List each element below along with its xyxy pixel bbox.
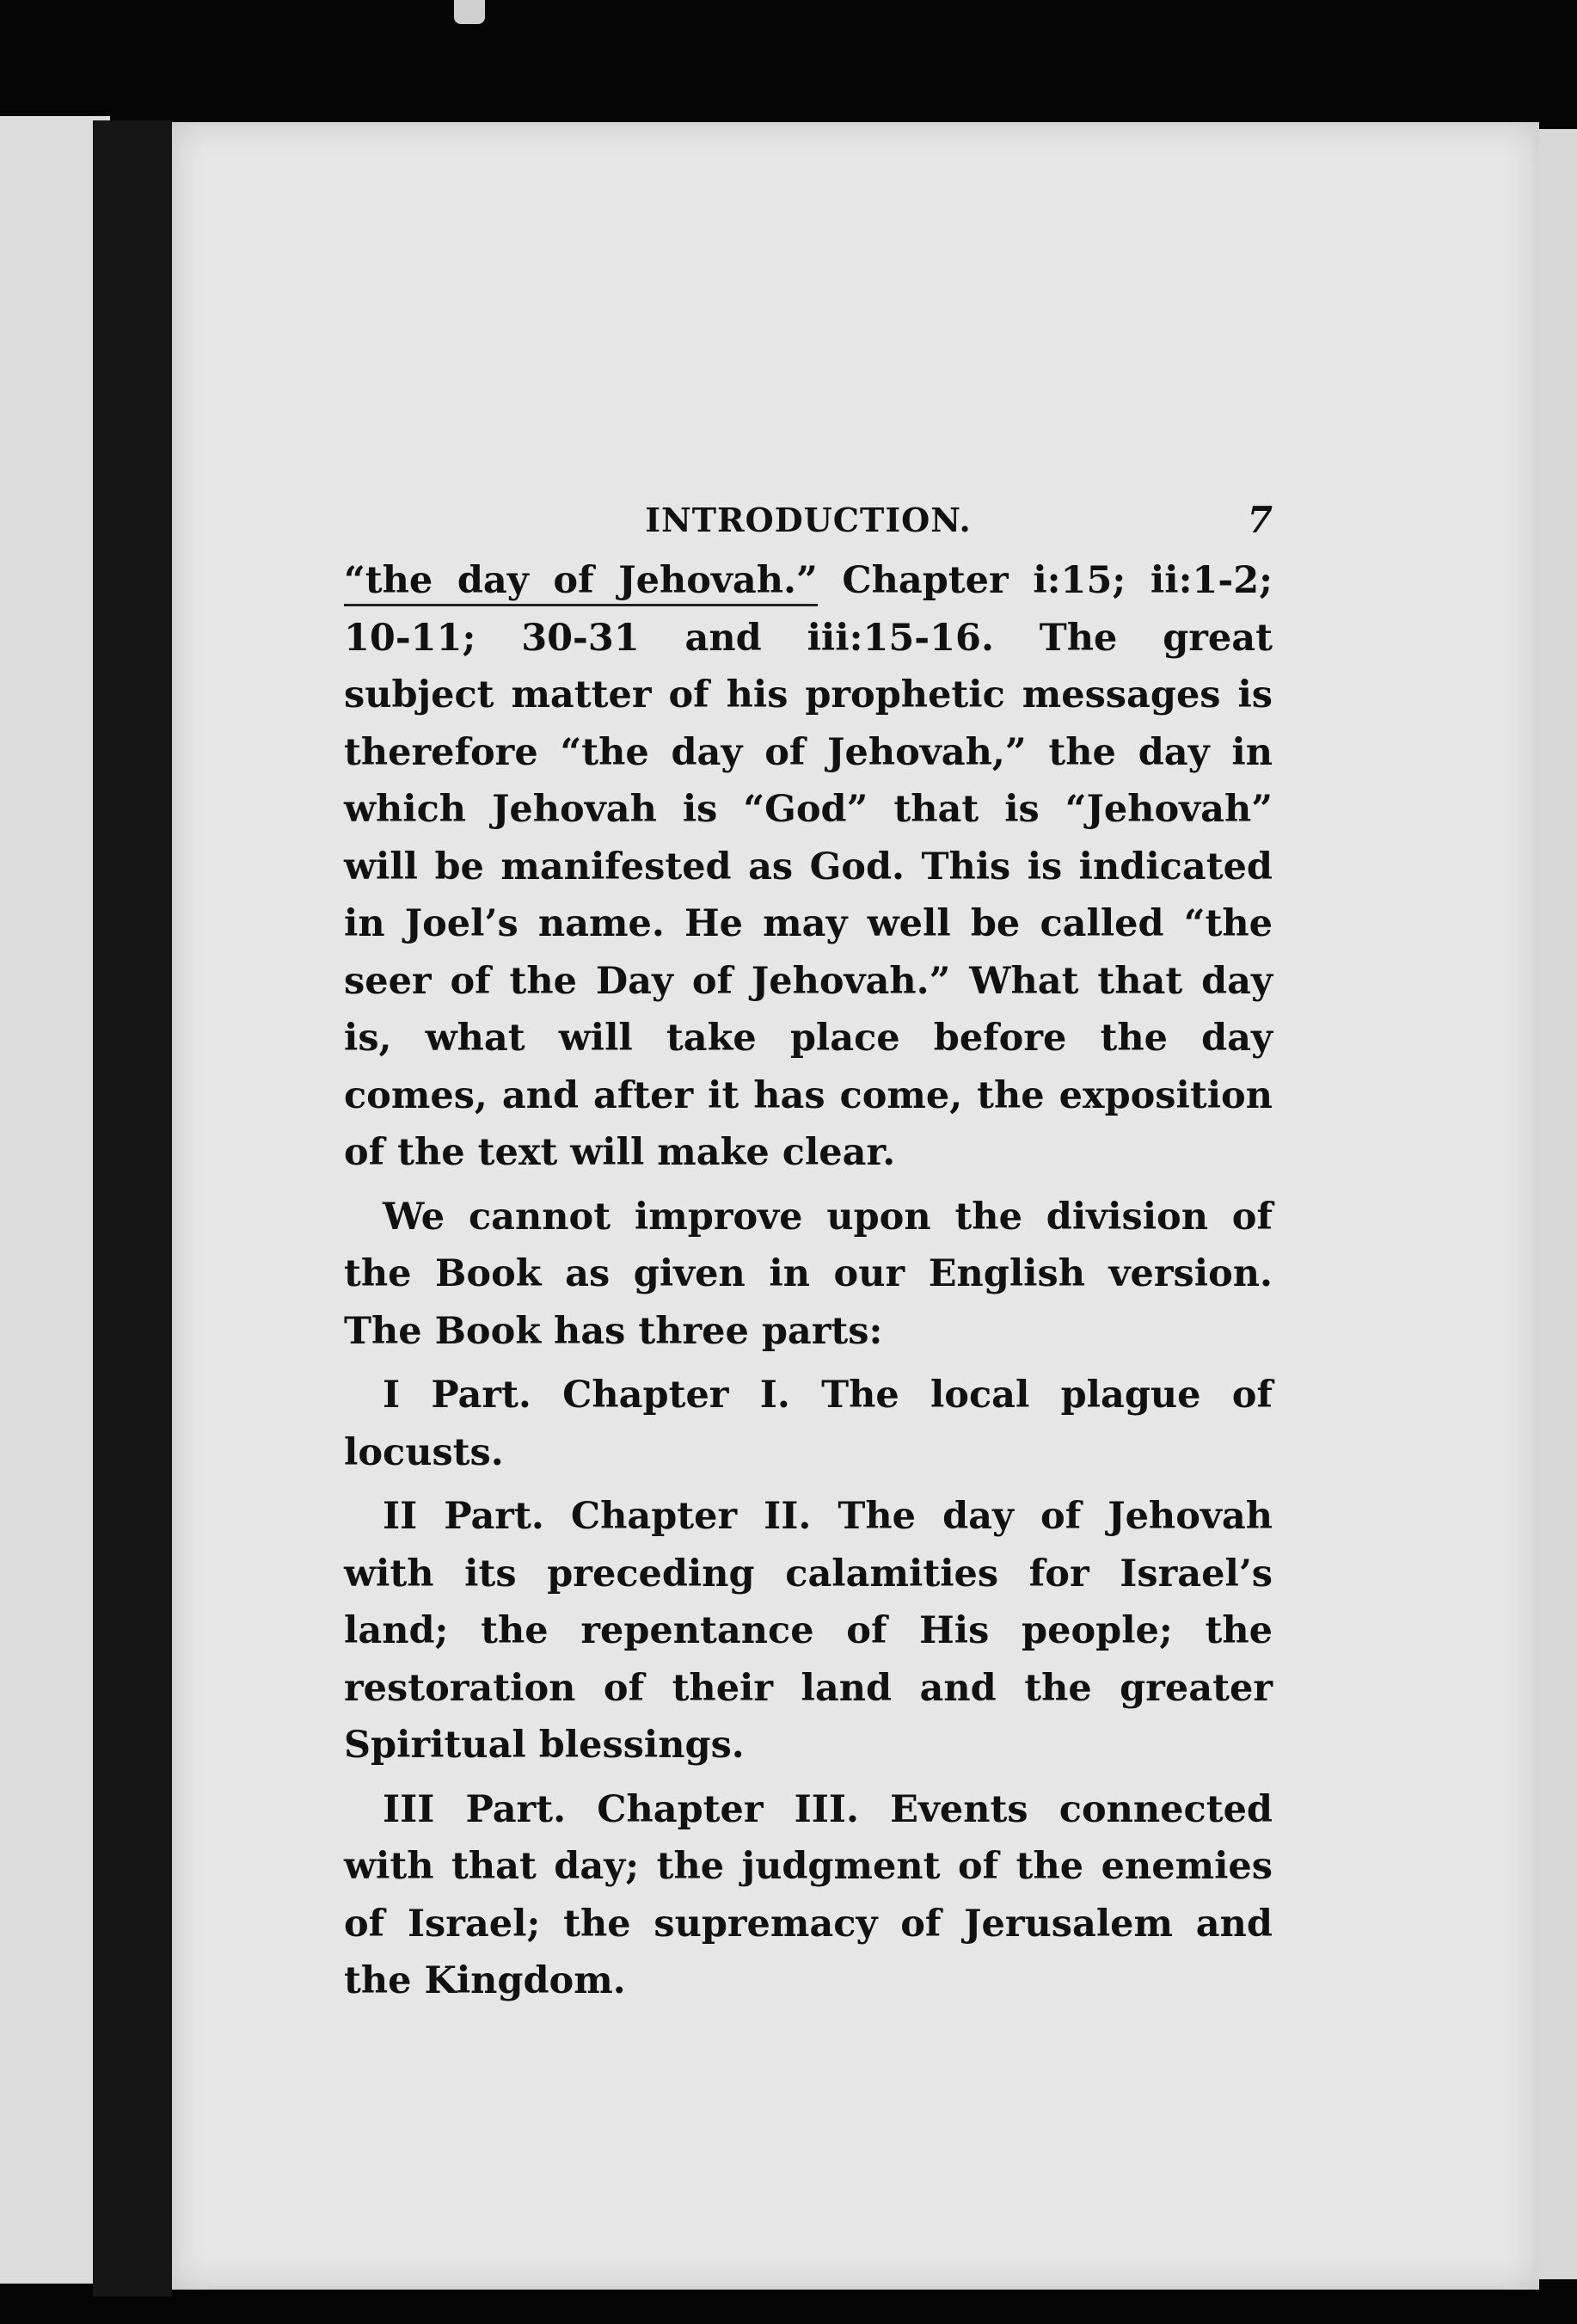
- page-sheet: [172, 122, 1539, 2290]
- page-text: [344, 492, 1273, 2010]
- part-2: [344, 1488, 1273, 1774]
- part-1-lead: I Part.: [383, 1374, 531, 1417]
- paragraph-1-text: Chapter i:15; ii:1-2; 10-11; 30-31 and iii:15-16. The great subject matter of his prophetic messages is therefore “the day of Jehovah,” the day in which Jehovah is “God” that is “Jehovah” will be manifested as God. This is indicated in Joel’s name. He may well be called “the seer of the Day of Jehovah.” What that day is, what will take place before the day comes, and after it has come, the exposition of the text will make clear.: [344, 559, 1273, 1174]
- right-page-edge: [1539, 129, 1577, 2279]
- part-3-text: Events connected with that day; the judgment of the enemies of Israel; the supremacy of Jerusalem and the Kingdom.: [344, 1787, 1273, 2002]
- running-head: [344, 492, 1273, 552]
- underlined-phrase: “the day of Jehovah.”: [344, 559, 818, 606]
- part-1-chapter: Chapter I.: [562, 1374, 790, 1417]
- part-2-chapter: Chapter II.: [570, 1495, 812, 1538]
- part-3-chapter: Chapter III.: [597, 1787, 859, 1831]
- book-binding: [93, 120, 172, 2296]
- part-2-lead: II Part.: [383, 1495, 544, 1538]
- top-edge-mark: [454, 0, 485, 24]
- part-3-lead: III Part.: [383, 1787, 567, 1831]
- running-title: INTRODUCTION.: [645, 501, 972, 539]
- part-3: [344, 1781, 1273, 2010]
- paragraph-2: We cannot improve upon the division of the Book as given in our English version. The Book has three parts:: [344, 1195, 1273, 1353]
- part-2-text: The day of Jehovah with its preceding calamities for Israel’s land; the repentance of His people; the restoration of their land and the greater Spiritual blessings.: [344, 1495, 1273, 1767]
- part-1: [344, 1367, 1273, 1481]
- paragraph-1: [344, 552, 1273, 1182]
- part-1-text: The local plague of locusts.: [344, 1374, 1273, 1474]
- page-number: 7: [1247, 499, 1273, 541]
